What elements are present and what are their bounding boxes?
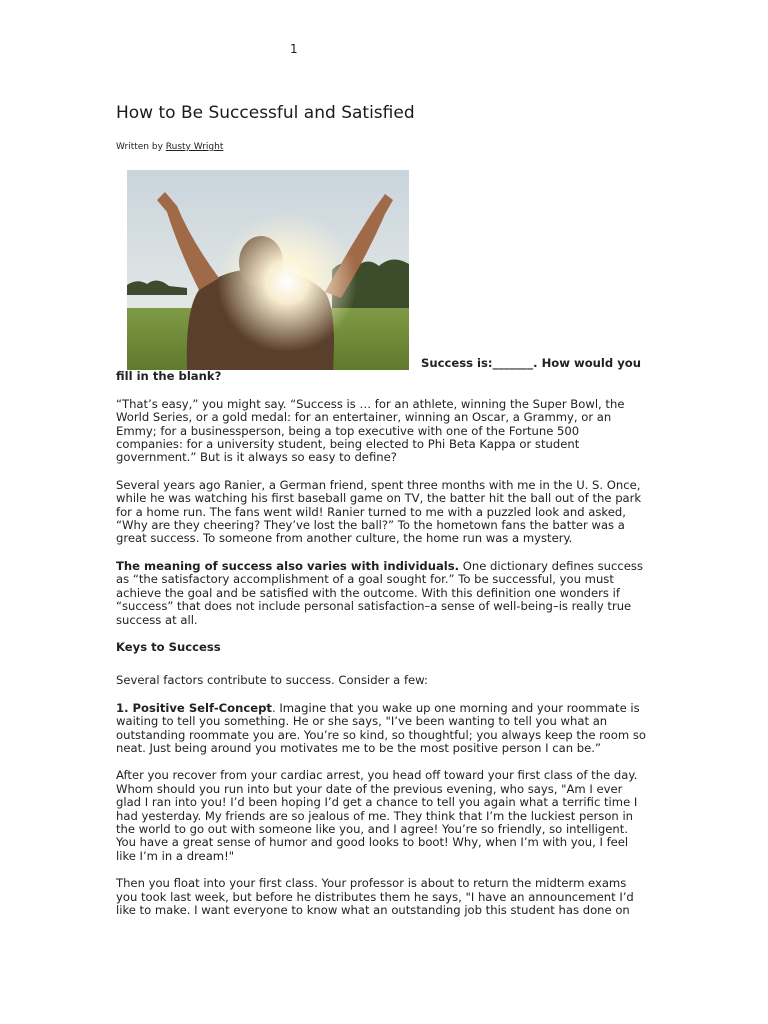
paragraph-5-text: . Imagine that you wake up one morning and your roommate is waiting to tell you something. He or she says, "I’ve been wanting to tell you what an outstanding roommate you are. You’re so kind, so thoughtful; you always keep the room so neat. Just being around you motivates me to be the most positive person I can be.” xyxy=(116,700,646,755)
paragraph-5-lead: 1. Positive Self-Concept xyxy=(116,700,272,715)
paragraph-3-lead: The meaning of success also varies with individuals. xyxy=(116,558,460,573)
photo-illustration xyxy=(127,170,409,370)
paragraph-5 xyxy=(116,702,646,756)
byline-prefix: Written by xyxy=(116,142,163,152)
page-number: 1 xyxy=(290,42,298,56)
hero-photo xyxy=(127,170,409,370)
paragraph-4: Several factors contribute to success. Consider a few: xyxy=(116,673,428,688)
section-heading: Keys to Success xyxy=(116,639,221,654)
paragraph-6: After you recover from your cardiac arrest, you head off toward your first class of the day. Whom should you run into but your date of the previous evening, who says, "Am I ever glad I ran into you! I’d been hoping I’d get a chance to tell you again what a terrific time I had yesterday. My friends are so jealous of me. They think that I’m the luckiest person in the world to go out with someone like you, and I agree! You’re so friendly, so intelligent. You have a great sense of humor and good looks to boot! Why, when I’m with you, I feel like I’m in a dream!" xyxy=(116,768,638,863)
paragraph-3 xyxy=(116,560,646,627)
article-title: How to Be Successful and Satisfied xyxy=(116,103,415,123)
article-body xyxy=(116,357,646,931)
paragraph-3-text: One dictionary defines success as “the satisfactory accomplishment of a goal sought for.” To be successful, you must achieve the goal and be satisfied with the outcome. With this definition one wonders if “success” that does not include personal satisfaction–a sense of well-being–is really true success at all. xyxy=(116,558,643,627)
byline xyxy=(116,142,223,152)
lead-question: Success is:_______. How would you fill in the blank? xyxy=(116,356,642,384)
author-link[interactable]: Rusty Wright xyxy=(165,142,224,152)
paragraph-7: Then you float into your first class. Your professor is about to return the midterm exams you took last week, but before he distributes them he says, "I have an announcement I’d like to make. I want everyone to know what an outstanding job this student has done on xyxy=(116,876,634,917)
paragraph-1: “That’s easy,” you might say. “Success is … for an athlete, winning the Super Bowl, the World Series, or a gold medal: for an entertainer, winning an Oscar, a Grammy, or an Emmy; for a businessperson, being a top executive with one of the Fortune 500 companies: for a university student, being elected to Phi Beta Kappa or student government.” But is it always so easy to define? xyxy=(116,396,625,465)
paragraph-2: Several years ago Ranier, a German friend, spent three months with me in the U. S. Once, while he was watching his first baseball game on TV, the batter hit the ball out of the park for a home run. The fans went wild! Ranier turned to me with a puzzled look and asked, “Why are they cheering? They’ve lost the ball?” To the hometown fans the batter was a great success. To someone from another culture, the home run was a mystery. xyxy=(116,477,642,546)
